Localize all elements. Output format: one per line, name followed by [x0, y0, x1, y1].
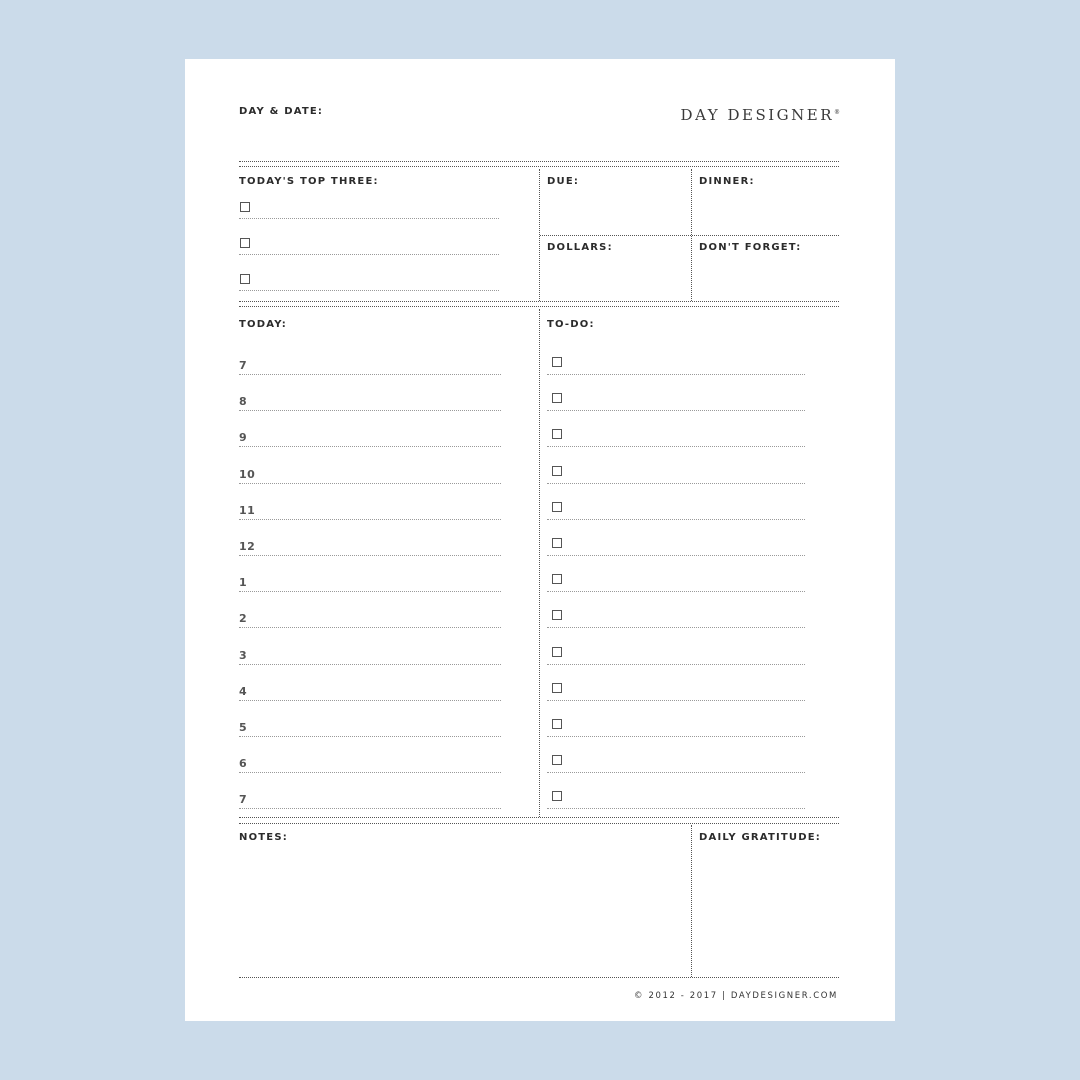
hour-label: 5	[239, 721, 248, 734]
hour-label: 2	[239, 612, 248, 626]
hour-label: 7	[239, 793, 248, 807]
hour-line[interactable]	[239, 591, 501, 592]
todo-line[interactable]	[547, 591, 805, 592]
hour-label: 4	[239, 684, 248, 698]
top-three-checkbox[interactable]	[240, 238, 250, 248]
hour-label: 12	[239, 540, 256, 553]
todo-line[interactable]	[547, 736, 805, 737]
dollars-label: DOLLARS:	[547, 242, 613, 253]
notes-divider	[691, 825, 692, 977]
hour-line[interactable]	[239, 736, 501, 737]
top-three-checkbox[interactable]	[240, 202, 250, 212]
hour-line[interactable]	[239, 808, 501, 809]
brand-logo	[681, 106, 840, 124]
hour-label: 7	[239, 359, 248, 372]
todo-line[interactable]	[547, 700, 805, 701]
today-label: TODAY:	[239, 319, 287, 330]
todo-checkbox[interactable]	[552, 502, 562, 512]
header-rule-top	[239, 161, 839, 162]
planner-page	[185, 59, 895, 1021]
middle-divider	[539, 309, 540, 817]
todo-checkbox[interactable]	[552, 466, 562, 476]
daily-gratitude-label: DAILY GRATITUDE:	[699, 832, 821, 843]
todo-checkbox[interactable]	[552, 755, 562, 765]
hour-line[interactable]	[239, 446, 501, 447]
todo-line[interactable]	[547, 410, 805, 411]
top-three-line[interactable]	[239, 254, 499, 255]
todo-line[interactable]	[547, 772, 805, 773]
hour-label: 11	[239, 503, 256, 517]
bottom-rule	[239, 977, 839, 978]
todo-checkbox[interactable]	[552, 357, 562, 367]
todo-line[interactable]	[547, 555, 805, 556]
todo-checkbox[interactable]	[552, 393, 562, 403]
todo-line[interactable]	[547, 627, 805, 628]
day-date-label: DAY & DATE:	[239, 106, 324, 117]
header-rule-bottom	[239, 166, 839, 167]
todo-checkbox[interactable]	[552, 429, 562, 439]
hour-line[interactable]	[239, 519, 501, 520]
todo-line[interactable]	[547, 374, 805, 375]
hour-line[interactable]	[239, 374, 501, 375]
footer-copyright: © 2012 - 2017 | DAYDESIGNER.COM	[634, 991, 838, 1001]
dont-forget-label: DON'T FORGET:	[699, 242, 802, 253]
today-rule-top	[239, 301, 839, 302]
todo-checkbox[interactable]	[552, 610, 562, 620]
todo-checkbox[interactable]	[552, 683, 562, 693]
todo-line[interactable]	[547, 664, 805, 665]
hour-label: 9	[239, 431, 248, 445]
todo-line[interactable]	[547, 446, 805, 447]
dinner-label: DINNER:	[699, 176, 755, 187]
hour-label: 3	[239, 648, 248, 662]
hour-line[interactable]	[239, 627, 501, 628]
todo-line[interactable]	[547, 519, 805, 520]
top-three-checkbox[interactable]	[240, 274, 250, 284]
notes-label: NOTES:	[239, 832, 288, 843]
due-label: DUE:	[547, 176, 580, 187]
hour-label: 10	[239, 467, 256, 481]
hour-label: 8	[239, 395, 248, 409]
brand-name: DAY DESIGNER	[680, 106, 834, 124]
todo-line[interactable]	[547, 808, 805, 809]
top-three-line[interactable]	[239, 218, 499, 219]
top-three-line[interactable]	[239, 290, 499, 291]
hour-line[interactable]	[239, 555, 501, 556]
todo-checkbox[interactable]	[552, 791, 562, 801]
notes-rule-top	[239, 817, 839, 818]
hour-line[interactable]	[239, 700, 501, 701]
todo-checkbox[interactable]	[552, 719, 562, 729]
notes-rule-bottom	[239, 823, 839, 824]
todo-line[interactable]	[547, 483, 805, 484]
todo-checkbox[interactable]	[552, 538, 562, 548]
top-three-label: TODAY'S TOP THREE:	[239, 176, 379, 187]
todo-checkbox[interactable]	[552, 574, 562, 584]
hour-line[interactable]	[239, 483, 501, 484]
hour-line[interactable]	[239, 410, 501, 411]
top-mid-rule	[540, 235, 839, 236]
brand-mark: ®	[834, 109, 840, 116]
todo-label: TO-DO:	[547, 319, 595, 330]
hour-line[interactable]	[239, 664, 501, 665]
hour-label: 6	[239, 757, 248, 771]
hour-label: 1	[239, 576, 248, 590]
today-rule-bottom	[239, 306, 839, 307]
hour-line[interactable]	[239, 772, 501, 773]
todo-checkbox[interactable]	[552, 647, 562, 657]
